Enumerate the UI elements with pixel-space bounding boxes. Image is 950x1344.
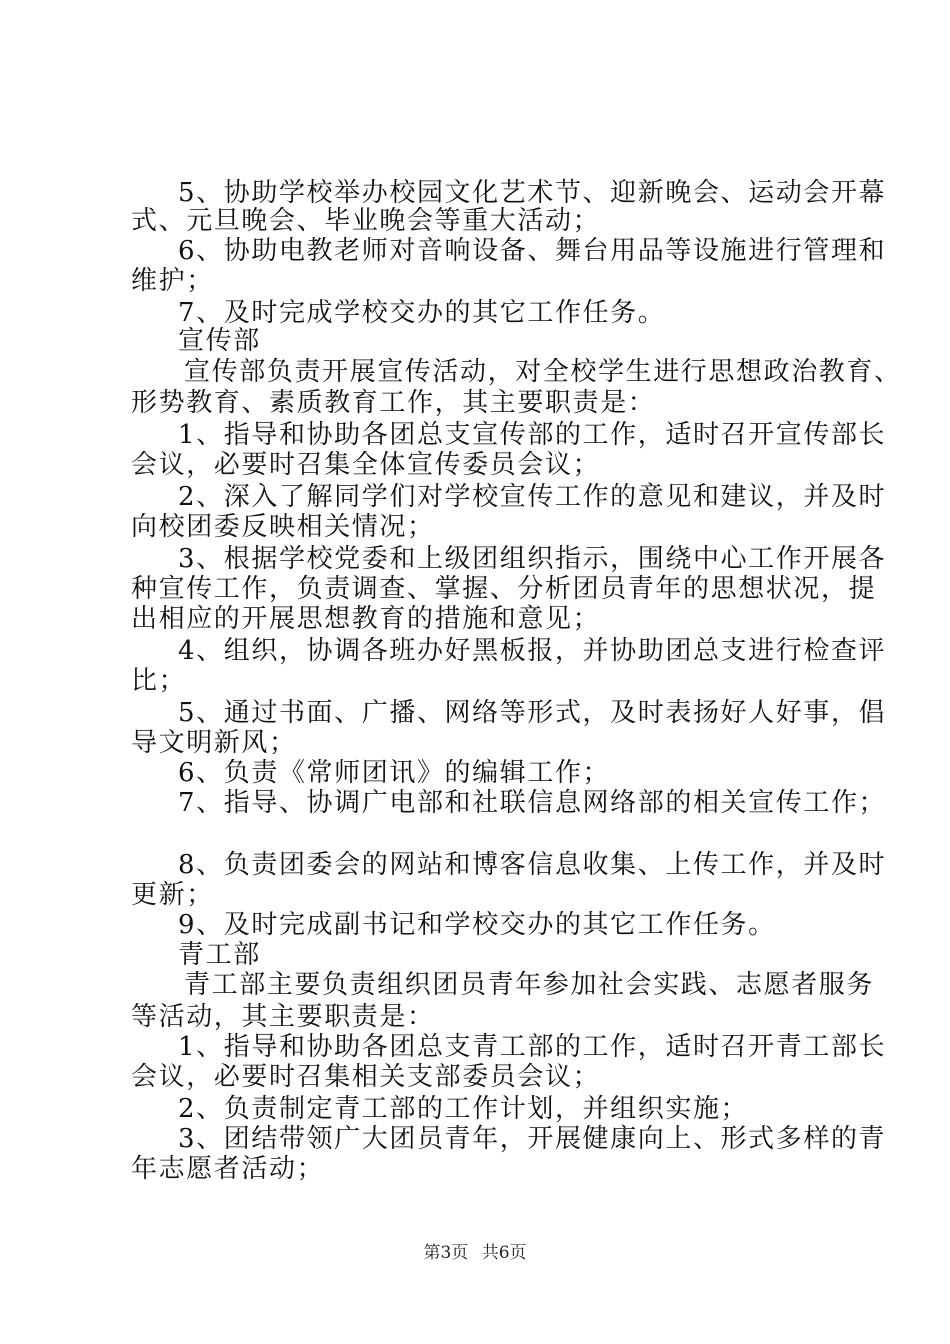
text-line: 4、组织，协调各班办好黑板报，并协助团总支进行检查评	[178, 636, 887, 666]
text-line: 3、根据学校党委和上级团组织指示，围绕中心工作开展各	[178, 544, 887, 574]
text-line: 年志愿者活动；	[131, 1154, 325, 1184]
text-line: 7、指导、协调广电部和社联信息网络部的相关宣传工作；	[178, 788, 887, 818]
text-line: 会议，必要时召集相关支部委员会议；	[131, 1062, 601, 1092]
text-line: 1、指导和协助各团总支宣传部的工作，适时召开宣传部长	[178, 420, 887, 450]
page-number: 第3页	[423, 1243, 469, 1263]
section-heading: 宣传部	[178, 326, 261, 356]
text-line: 形势教育、素质教育工作，其主要职责是：	[131, 388, 656, 418]
text-line: 宣传部负责开展宣传活动，对全校学生进行思想政治教育、	[184, 357, 902, 387]
text-line: 1、指导和协助各团总支青工部的工作，适时召开青工部长	[178, 1032, 887, 1062]
text-line: 种宣传工作，负责调查、掌握、分析团员青年的思想状况，提	[131, 574, 877, 604]
text-line: 8、负责团委会的网站和博客信息收集、上传工作，并及时	[178, 850, 887, 880]
text-line: 更新；	[131, 880, 214, 910]
text-line: 维护；	[131, 266, 214, 296]
text-line: 比；	[131, 666, 187, 696]
text-line: 2、负责制定青工部的工作计划，并组织实施；	[178, 1094, 749, 1124]
text-line: 等活动，其主要职责是：	[131, 1002, 435, 1032]
page-total: 共6页	[481, 1243, 527, 1263]
section-heading: 青工部	[178, 940, 261, 970]
text-line: 导文明新风；	[131, 728, 297, 758]
text-line: 6、负责《常师团讯》的编辑工作；	[178, 758, 611, 788]
text-line: 6、协助电教老师对音响设备、舞台用品等设施进行管理和	[178, 236, 887, 266]
text-line: 5、协助学校举办校园文化艺术节、迎新晚会、运动会开幕	[178, 178, 887, 208]
text-line: 9、及时完成副书记和学校交办的其它工作任务。	[178, 910, 776, 940]
text-line: 2、深入了解同学们对学校宣传工作的意见和建议，并及时	[178, 482, 887, 512]
text-line: 式、元旦晚会、毕业晚会等重大活动；	[131, 206, 601, 236]
text-line: 3、团结带领广大团员青年，开展健康向上、形式多样的青	[178, 1124, 887, 1154]
text-line: 向校团委反映相关情况；	[131, 512, 435, 542]
text-line: 会议，必要时召集全体宣传委员会议；	[131, 450, 601, 480]
text-line: 出相应的开展思想教育的措施和意见；	[131, 604, 601, 634]
page-footer	[0, 1242, 950, 1264]
text-line: 5、通过书面、广播、网络等形式，及时表扬好人好事，倡	[178, 698, 887, 728]
text-line: 青工部主要负责组织团员青年参加社会实践、志愿者服务	[184, 970, 875, 1000]
text-line: 7、及时完成学校交办的其它工作任务。	[178, 298, 666, 328]
